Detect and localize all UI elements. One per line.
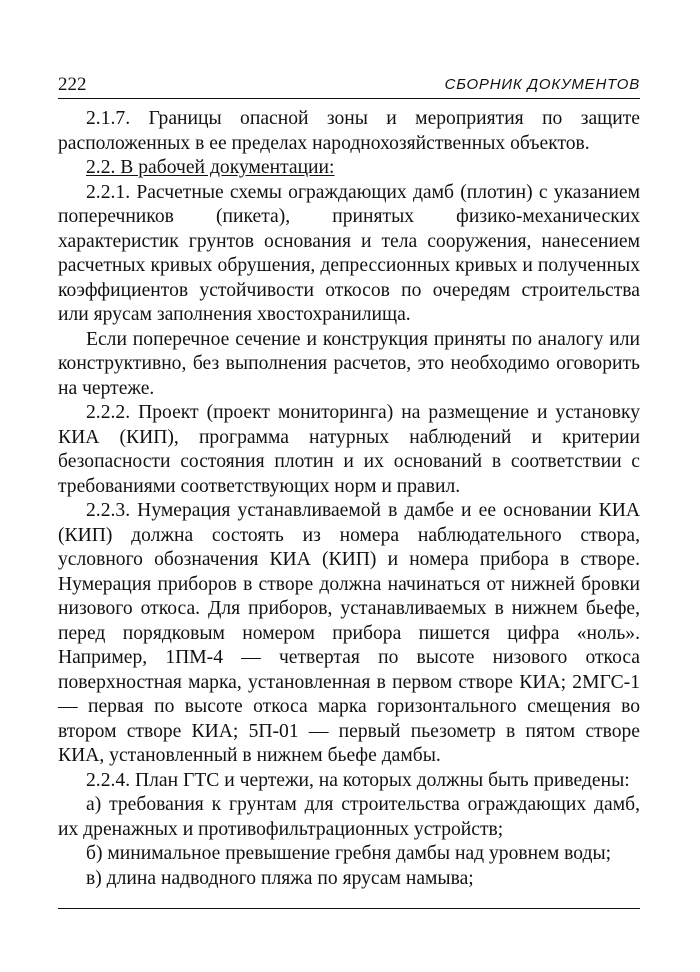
page-number: 222 bbox=[58, 74, 87, 95]
paragraph-2-2-heading bbox=[58, 156, 640, 181]
list-item-b: б) минимальное превышение гребня дамбы над уровнем воды; bbox=[86, 843, 612, 864]
list-item-v: в) длина надводного пляжа по ярусам намыва; bbox=[86, 867, 474, 889]
paragraph-analog-note: Если поперечное сечение и конструкция приняты по аналогу или конструктивно, без выполнения расчетов, это необходимо оговорить на чертеже. bbox=[58, 328, 640, 399]
book-title: СБОРНИК ДОКУМЕНТОВ bbox=[444, 76, 640, 93]
paragraph-2-2-1: 2.2.1. Расчетные схемы ограждающих дамб (плотин) с указанием поперечников (пикета), принятых физико-механических характеристик грунтов основания и тела сооружения, нанесением расчетных кривых обрушения, депрессионных кривых и полученных коэффициентов устойчивости откосов по очередям строительства или ярусам заполнения хвостохранилища. bbox=[58, 181, 640, 325]
paragraph-2-2-4: 2.2.4. План ГТС и чертежи, на которых должны быть приведены: bbox=[86, 769, 630, 791]
paragraph-2-2-3: 2.2.3. Нумерация устанавливаемой в дамбе и ее основании КИА (КИП) должна состоять из номера наблюдательного створа, условного обозначения КИА (КИП) и номера прибора в створе. Нумерация приборов в створе должна начинаться от нижней бровки низового откоса. Для приборов, устанавливаемых в нижнем бьефе, перед порядковым номером прибора пишется цифра «ноль». Например, 1ПМ-4 — четвертая по высоте низового откоса поверхностная марка, установленная в первом створе КИА; 2МГС-1 — первая по высоте откоса марка горизонтального смещения во втором створе КИА; 5П-01 — первый пьезометр в пятом створе КИА, установленный в нижнем бьефе дамбы. bbox=[58, 500, 640, 766]
bottom-divider bbox=[58, 908, 640, 909]
running-header bbox=[58, 70, 640, 99]
body-text bbox=[58, 107, 640, 891]
paragraph-2-2-2: 2.2.2. Проект (проект мониторинга) на размещение и установку КИА (КИП), программа натурных наблюдений и критерии безопасности состояния плотин и их оснований в соответствии с требованиями соответствующих норм и правил. bbox=[58, 402, 640, 497]
list-item-a: а) требования к грунтам для строительства ограждающих дамб, их дренажных и противофильтрационных устройств; bbox=[58, 794, 640, 840]
section-heading-working-docs: 2.2. В рабочей документации: bbox=[86, 157, 335, 178]
document-page bbox=[58, 70, 640, 891]
paragraph-2-1-7: 2.1.7. Границы опасной зоны и мероприятия по защите расположенных в ее пределах народнохозяйственных объектов. bbox=[58, 108, 640, 154]
